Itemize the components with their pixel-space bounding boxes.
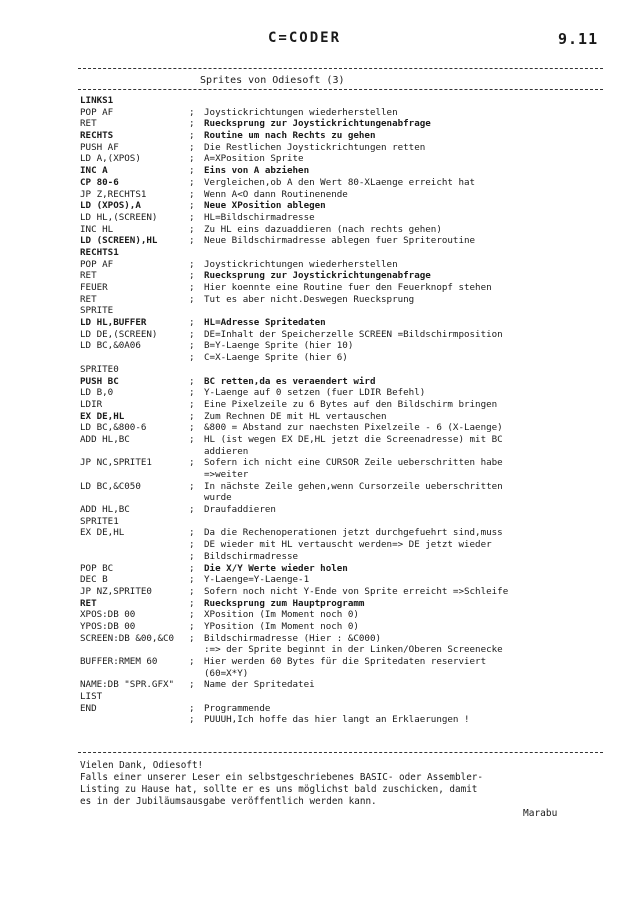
code-line — [80, 399, 610, 411]
code-comment: Bildschirmadresse — [204, 550, 299, 562]
closing-text — [80, 760, 610, 808]
code-comment: PUUUH,Ich hoffe das hier langt an Erklaerungen ! — [204, 714, 470, 726]
code-comment: Joystickrichtungen wiederherstellen — [204, 258, 398, 270]
code-instruction: LINKS1 — [80, 95, 114, 106]
code-instruction: XPOS:DB 00 — [80, 609, 136, 621]
code-comment: Bildschirmadresse (Hier : &C000) — [204, 632, 382, 644]
code-comment: XPosition (Im Moment noch 0) — [204, 609, 359, 621]
code-instruction: EX DE,HL — [80, 527, 125, 539]
code-instruction: LD (SCREEN),HL — [80, 235, 158, 247]
comment-separator: ; — [189, 340, 195, 352]
code-line — [80, 177, 610, 189]
comment-separator: ; — [189, 328, 195, 340]
code-comment: &800 = Abstand zur naechsten Pixelzeile - 6 (X-Laenge) — [204, 422, 503, 434]
code-comment: YPosition (Im Moment noch 0) — [204, 620, 359, 632]
code-comment: B=Y-Laenge Sprite (hier 10) — [204, 340, 354, 352]
code-instruction: JP NC,SPRITE1 — [80, 457, 152, 469]
comment-separator: ; — [189, 293, 195, 305]
comment-separator: ; — [189, 574, 195, 586]
code-line — [80, 469, 610, 481]
code-comment: Ruecksprung zur Joystickrichtungenabfrage — [204, 270, 431, 282]
code-line — [80, 446, 610, 458]
code-line — [80, 679, 610, 691]
code-instruction: LD A,(XPOS) — [80, 153, 141, 165]
page-number: 9.11 — [558, 30, 599, 48]
code-comment: =>weiter — [204, 469, 249, 480]
code-instruction: PUSH AF — [80, 141, 119, 153]
code-comment: HL (ist wegen EX DE,HL jetzt die Screenadresse) mit BC — [204, 433, 503, 445]
comment-separator: ; — [189, 433, 195, 445]
code-line — [80, 270, 610, 282]
code-instruction: SCREEN:DB &00,&C0 — [80, 632, 175, 644]
code-line — [80, 95, 610, 107]
comment-separator: ; — [189, 387, 195, 399]
code-instruction: INC HL — [80, 223, 114, 235]
comment-separator: ; — [189, 714, 195, 726]
comment-separator: ; — [189, 457, 195, 469]
code-comment: Zu HL eins dazuaddieren (nach rechts gehen) — [204, 223, 442, 235]
subtitle-divider — [78, 89, 603, 90]
comment-separator: ; — [189, 200, 195, 212]
code-comment: Routine um nach Rechts zu gehen — [204, 130, 376, 142]
comment-separator: ; — [189, 352, 195, 364]
comment-separator: ; — [189, 375, 195, 387]
code-instruction: YPOS:DB 00 — [80, 620, 136, 632]
code-line — [80, 586, 610, 598]
code-comment: Neue XPosition ablegen — [204, 200, 326, 212]
code-instruction: CP 80-6 — [80, 176, 119, 188]
comment-separator: ; — [189, 656, 195, 667]
code-instruction: LDIR — [80, 398, 103, 410]
code-instruction: LD HL,BUFFER — [80, 317, 147, 329]
code-comment: Programmende — [204, 702, 271, 714]
comment-separator: ; — [189, 153, 195, 165]
closing-line: Vielen Dank, Odiesoft! — [80, 760, 204, 771]
code-line — [80, 691, 610, 703]
comment-separator: ; — [189, 398, 195, 410]
comment-separator: ; — [189, 211, 195, 223]
code-line — [80, 714, 610, 726]
code-line — [80, 539, 610, 551]
comment-separator: ; — [189, 504, 195, 516]
code-instruction: LD BC,&0A06 — [80, 340, 141, 352]
code-line — [80, 200, 610, 212]
code-comment: Draufaddieren — [204, 504, 276, 516]
code-line — [80, 516, 610, 528]
comment-separator: ; — [189, 188, 195, 200]
code-comment: Sofern noch nicht Y-Ende von Sprite erreicht =>Schleife — [204, 585, 509, 597]
code-instruction: INC A — [80, 165, 108, 177]
code-comment: Zum Rechnen DE mit HL vertauschen — [204, 410, 387, 422]
comment-separator: ; — [189, 679, 195, 691]
code-line — [80, 376, 610, 388]
comment-separator: ; — [189, 130, 195, 142]
code-comment: Hier koennte eine Routine fuer den Feuerknopf stehen — [204, 282, 492, 293]
code-comment: Ruecksprung zur Joystickrichtungenabfrage — [204, 118, 431, 130]
code-instruction: LD DE,(SCREEN) — [80, 328, 158, 340]
code-comment: In nächste Zeile gehen,wenn Cursorzeile ueberschritten — [204, 480, 503, 492]
code-instruction: END — [80, 702, 97, 714]
code-line — [80, 492, 610, 504]
code-line — [80, 551, 610, 563]
code-line — [80, 434, 610, 446]
code-comment: addieren — [204, 445, 249, 457]
code-line — [80, 609, 610, 621]
code-comment: Name der Spritedatei — [204, 679, 315, 691]
code-instruction: SPRITE1 — [80, 515, 119, 527]
code-comment: Da die Rechenoperationen jetzt durchgefuehrt sind,muss — [204, 527, 503, 539]
code-instruction: FEUER — [80, 282, 108, 293]
code-line — [80, 165, 610, 177]
code-line — [80, 364, 610, 376]
code-line — [80, 504, 610, 516]
comment-separator: ; — [189, 141, 195, 153]
code-line — [80, 574, 610, 586]
code-instruction: RECHTS1 — [80, 246, 119, 258]
code-instruction: RET — [80, 118, 97, 130]
code-line — [80, 282, 610, 294]
comment-separator: ; — [189, 258, 195, 270]
code-comment: Tut es aber nicht.Deswegen Ruecksprung — [204, 293, 415, 305]
closing-line: Listing zu Hause hat, sollte er es uns möglichst bald zuschicken, damit — [80, 784, 478, 795]
bottom-divider — [78, 752, 603, 753]
code-instruction: RET — [80, 293, 97, 305]
code-comment: HL=Adresse Spritedaten — [204, 317, 326, 329]
comment-separator: ; — [189, 118, 195, 130]
code-line — [80, 527, 610, 539]
code-line — [80, 387, 610, 399]
code-comment: Hier werden 60 Bytes für die Spritedaten reserviert — [204, 656, 487, 667]
code-instruction: DEC B — [80, 574, 108, 586]
code-line — [80, 633, 610, 645]
comment-separator: ; — [189, 480, 195, 492]
comment-separator: ; — [189, 106, 195, 118]
comment-separator: ; — [189, 223, 195, 235]
comment-separator: ; — [189, 539, 195, 551]
code-instruction: LIST — [80, 691, 103, 703]
code-instruction: ADD HL,BC — [80, 504, 130, 516]
code-instruction: RET — [80, 270, 97, 282]
code-instruction: RECHTS — [80, 130, 114, 142]
code-comment: DE wieder mit HL vertauscht werden=> DE jetzt wieder — [204, 539, 492, 551]
code-line — [80, 352, 610, 364]
closing-line: Falls einer unserer Leser ein selbstgeschriebenes BASIC- oder Assembler- — [80, 772, 483, 783]
code-comment: Y-Laenge=Y-Laenge-1 — [204, 574, 310, 586]
closing-line: es in der Jubiläumsausgabe veröffentlich werden kann. — [80, 796, 377, 807]
code-comment: Sofern ich nicht eine CURSOR Zeile ueberschritten habe — [204, 457, 503, 469]
code-line — [80, 703, 610, 715]
code-instruction: LD BC,&C050 — [80, 480, 141, 492]
code-comment: Joystickrichtungen wiederherstellen — [204, 106, 398, 118]
code-line — [80, 259, 610, 271]
code-instruction: PUSH BC — [80, 375, 119, 387]
code-line — [80, 247, 610, 259]
code-instruction: JP NZ,SPRITE0 — [80, 585, 152, 597]
code-comment: Vergleichen,ob A den Wert 80-XLaenge erreicht hat — [204, 176, 476, 188]
code-comment: BC retten,da es veraendert wird — [204, 375, 376, 387]
code-comment: Wenn A<O dann Routinenende — [204, 188, 348, 200]
code-line — [80, 189, 610, 201]
article-subtitle: Sprites von Odiesoft (3) — [200, 75, 345, 86]
code-line — [80, 656, 610, 668]
code-comment: Neue Bildschirmadresse ablegen fuer Spriteroutine — [204, 235, 476, 247]
code-comment: wurde — [204, 492, 232, 504]
code-line — [80, 563, 610, 575]
code-line — [80, 668, 610, 680]
top-divider — [78, 68, 603, 69]
comment-separator: ; — [189, 410, 195, 422]
comment-separator: ; — [189, 282, 195, 293]
code-comment: A=XPosition Sprite — [204, 153, 304, 165]
code-comment: Y-Laenge auf 0 setzen (fuer LDIR Befehl) — [204, 387, 426, 399]
code-comment: (60=X*Y) — [204, 667, 249, 679]
code-line — [80, 224, 610, 236]
code-line — [80, 411, 610, 423]
code-line — [80, 422, 610, 434]
code-comment: Eins von A abziehen — [204, 165, 310, 177]
code-line — [80, 644, 610, 656]
code-instruction: LD (XPOS),A — [80, 200, 141, 212]
code-instruction: NAME:DB "SPR.GFX" — [80, 679, 175, 691]
code-line — [80, 598, 610, 610]
code-line — [80, 130, 610, 142]
code-comment: Die X/Y Werte wieder holen — [204, 562, 348, 574]
comment-separator: ; — [189, 562, 195, 574]
code-instruction: POP AF — [80, 258, 114, 270]
code-line — [80, 317, 610, 329]
code-line — [80, 329, 610, 341]
comment-separator: ; — [189, 165, 195, 177]
code-instruction: LD B,0 — [80, 387, 114, 399]
comment-separator: ; — [189, 620, 195, 632]
code-line — [80, 107, 610, 119]
code-line — [80, 235, 610, 247]
comment-separator: ; — [189, 422, 195, 434]
code-instruction: LD BC,&800-6 — [80, 422, 147, 434]
code-instruction: JP Z,RECHTS1 — [80, 188, 147, 200]
comment-separator: ; — [189, 550, 195, 562]
code-instruction: RET — [80, 597, 97, 609]
comment-separator: ; — [189, 632, 195, 644]
comment-separator: ; — [189, 270, 195, 282]
code-comment: :=> der Sprite beginnt in der Linken/Oberen Screenecke — [204, 644, 503, 656]
signature: Marabu — [523, 808, 558, 819]
code-line — [80, 457, 610, 469]
code-line — [80, 305, 610, 317]
code-instruction: SPRITE0 — [80, 363, 119, 375]
comment-separator: ; — [189, 609, 195, 621]
code-comment: Ruecksprung zum Hauptprogramm — [204, 597, 365, 609]
comment-separator: ; — [189, 597, 195, 609]
comment-separator: ; — [189, 317, 195, 329]
code-comment: Eine Pixelzeile zu 6 Bytes auf den Bildschirm bringen — [204, 398, 498, 410]
code-comment: C=X-Laenge Sprite (hier 6) — [204, 352, 348, 364]
code-line — [80, 212, 610, 224]
code-listing — [80, 95, 610, 726]
code-comment: Die Restlichen Joystickrichtungen retten — [204, 141, 426, 153]
comment-separator: ; — [189, 235, 195, 247]
header-title: C=CODER — [268, 30, 342, 46]
code-line — [80, 118, 610, 130]
comment-separator: ; — [189, 585, 195, 597]
code-instruction: BUFFER:RMEM 60 — [80, 656, 158, 667]
comment-separator: ; — [189, 176, 195, 188]
code-comment: DE=Inhalt der Speicherzelle SCREEN =Bildschirmposition — [204, 328, 503, 340]
code-instruction: LD HL,(SCREEN) — [80, 211, 158, 223]
code-instruction: POP BC — [80, 562, 114, 574]
code-line — [80, 340, 610, 352]
code-line — [80, 481, 610, 493]
code-instruction: ADD HL,BC — [80, 433, 130, 445]
code-line — [80, 294, 610, 306]
code-instruction: POP AF — [80, 106, 114, 118]
code-line — [80, 621, 610, 633]
code-line — [80, 153, 610, 165]
code-comment: HL=Bildschirmadresse — [204, 211, 315, 223]
code-instruction: SPRITE — [80, 305, 114, 317]
comment-separator: ; — [189, 702, 195, 714]
code-line — [80, 142, 610, 154]
code-instruction: EX DE,HL — [80, 410, 125, 422]
comment-separator: ; — [189, 527, 195, 539]
